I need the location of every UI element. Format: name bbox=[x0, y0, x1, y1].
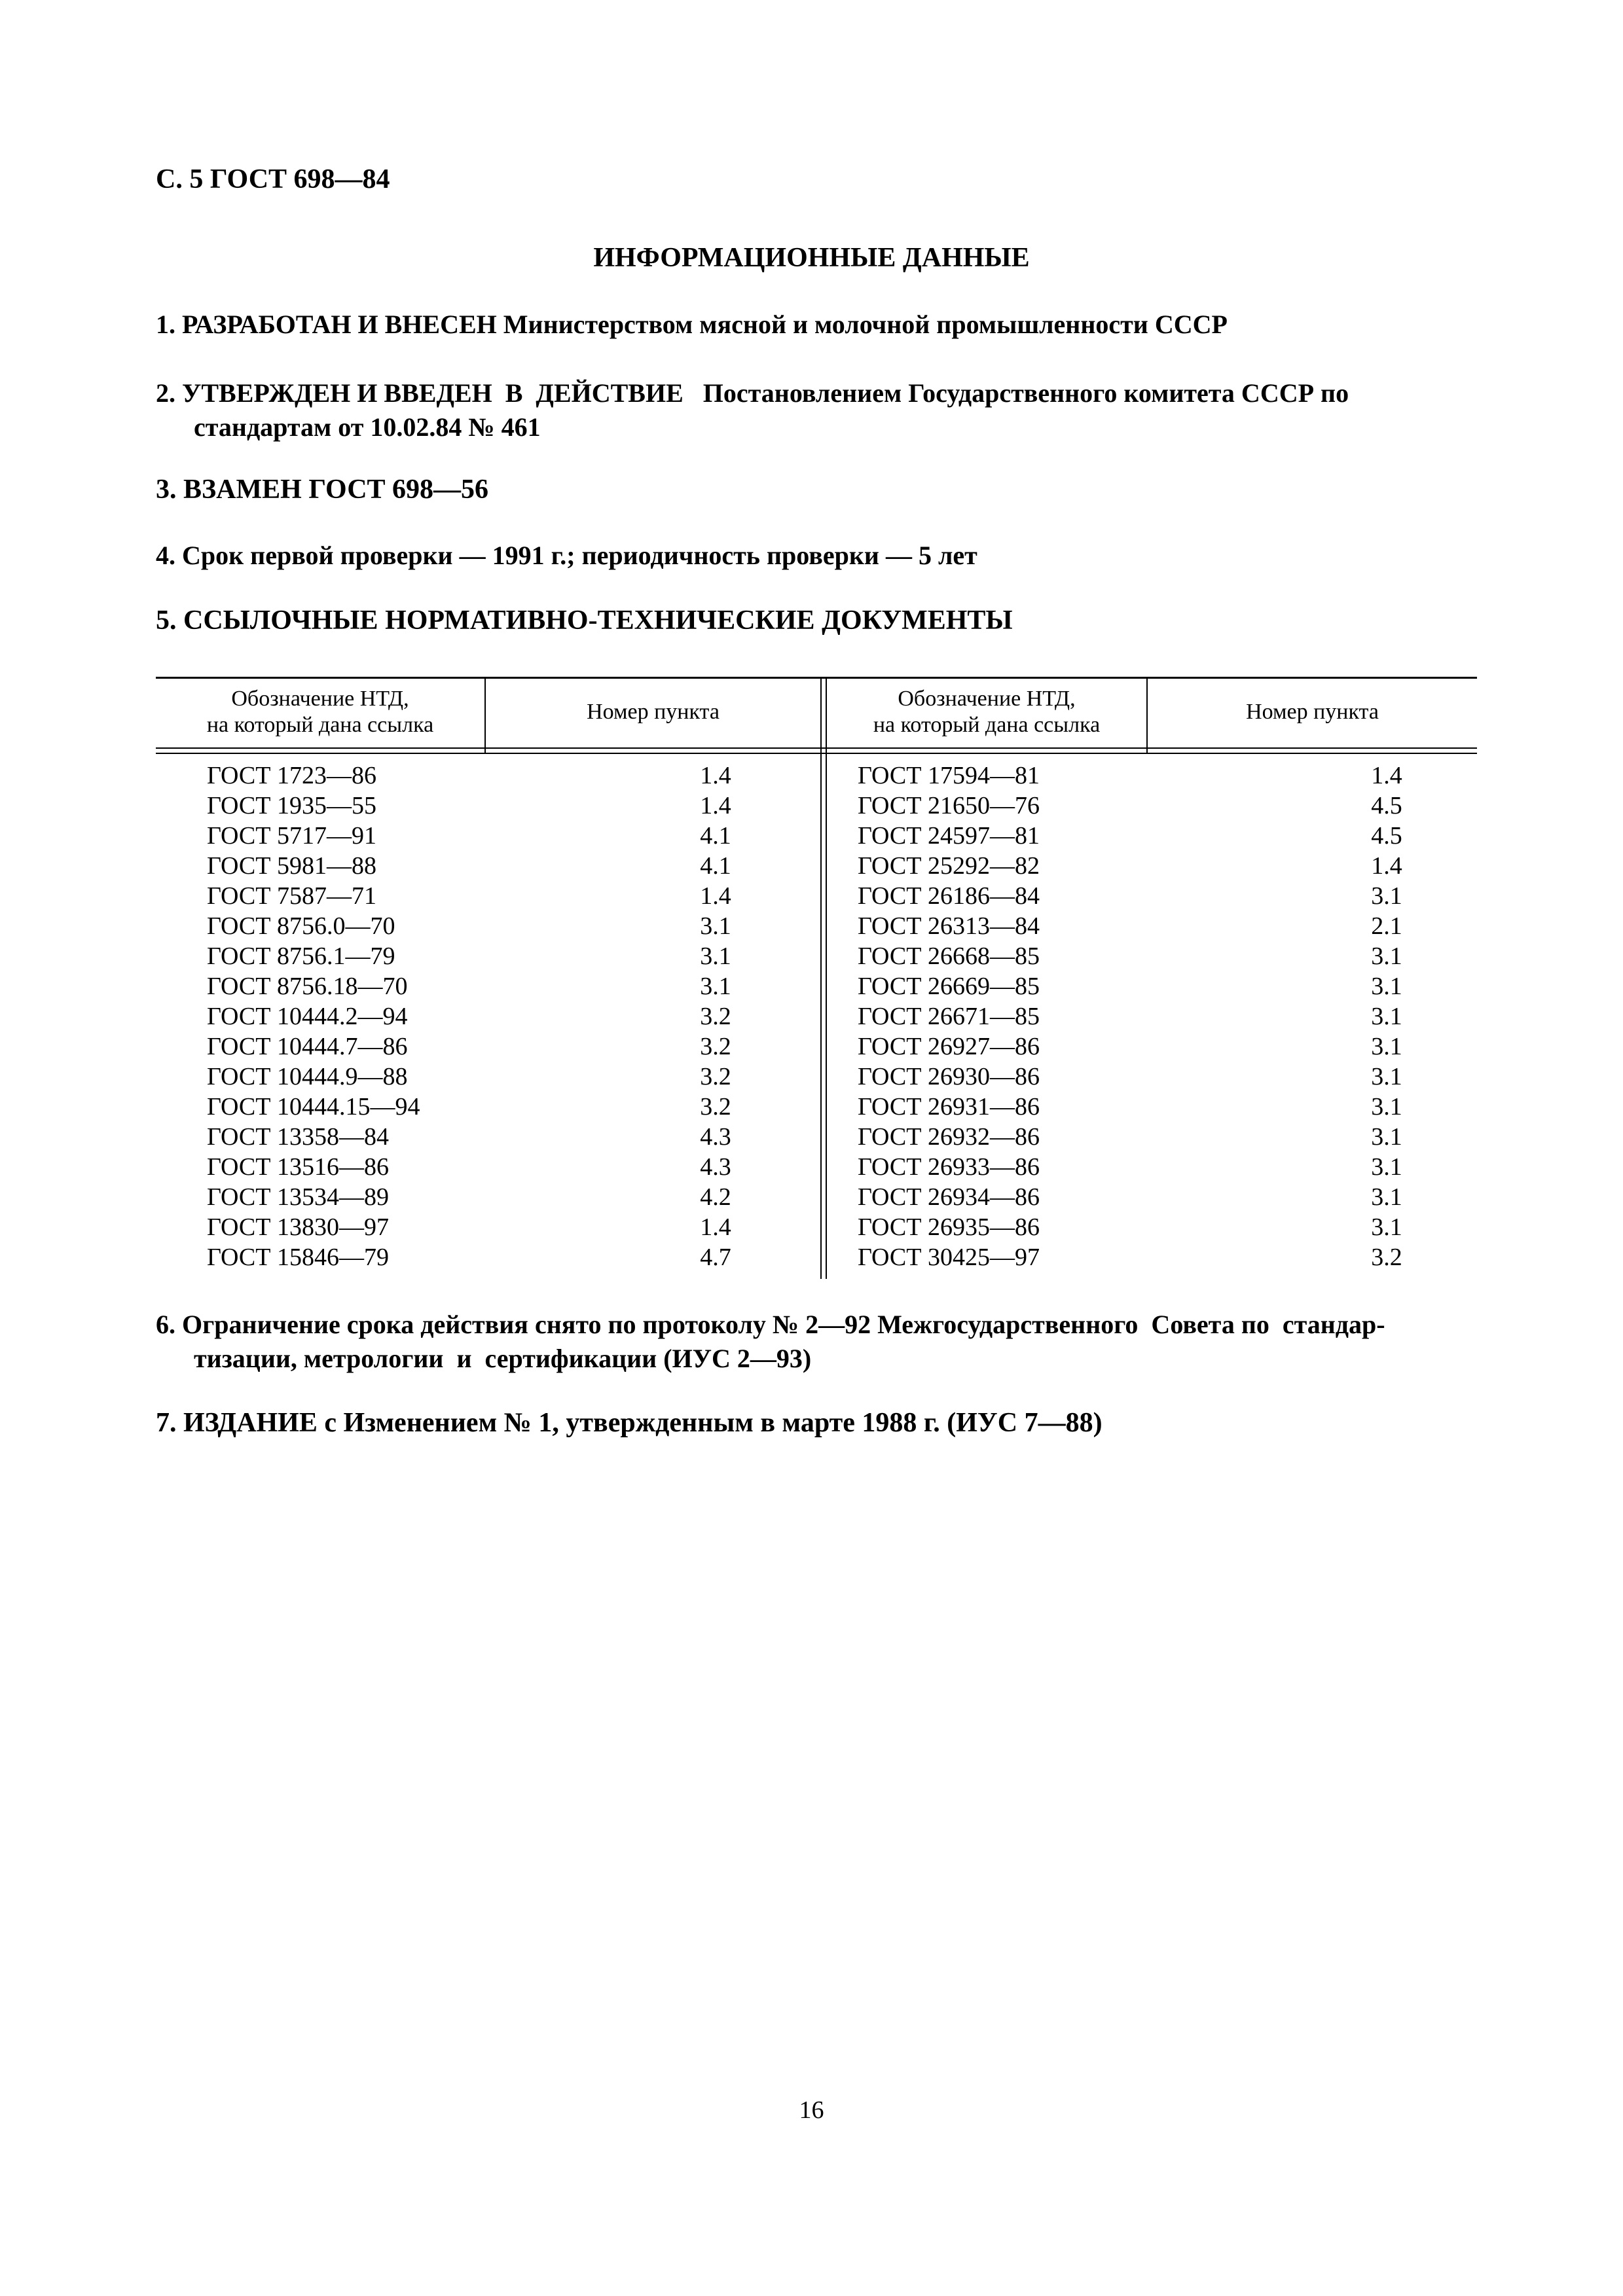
header-designation-right: Обозначение НТД, на который дана ссылка bbox=[873, 687, 1101, 737]
header-clause-right: Номер пункта bbox=[1246, 700, 1379, 724]
clause-number: 4.1 bbox=[700, 822, 731, 850]
column-divider bbox=[820, 679, 822, 1279]
document-designation: ГОСТ 26313—84 bbox=[858, 912, 1040, 940]
clause-number: 3.1 bbox=[1371, 1033, 1402, 1060]
document-designation: ГОСТ 26931—86 bbox=[858, 1093, 1040, 1121]
clause-number: 1.4 bbox=[1371, 852, 1402, 880]
item-text: УТВЕРЖДЕН И ВВЕДЕН В ДЕЙСТВИЕ Постановлением Государственного комитета СССР по bbox=[182, 378, 1349, 408]
document-designation: ГОСТ 26669—85 bbox=[858, 973, 1040, 1000]
document-designation: ГОСТ 26932—86 bbox=[858, 1123, 1040, 1151]
clause-number: 1.4 bbox=[700, 792, 731, 819]
clause-number: 4.5 bbox=[1371, 792, 1402, 819]
clause-number: 3.2 bbox=[700, 1093, 731, 1121]
document-designation: ГОСТ 26671—85 bbox=[858, 1003, 1040, 1030]
item-number: 6. bbox=[156, 1310, 175, 1339]
page-header: С. 5 ГОСТ 698—84 bbox=[156, 164, 390, 194]
item-text: ИЗДАНИЕ с Изменением № 1, утвержденным в марте 1988 г. (ИУС 7—88) bbox=[183, 1408, 1103, 1438]
clause-number: 3.1 bbox=[700, 912, 731, 940]
document-designation: ГОСТ 24597—81 bbox=[858, 822, 1040, 850]
clause-number: 4.5 bbox=[1371, 822, 1402, 850]
clause-number: 3.1 bbox=[1371, 973, 1402, 1000]
clause-number: 1.4 bbox=[700, 762, 731, 789]
clause-number: 4.3 bbox=[700, 1123, 731, 1151]
clause-number: 3.2 bbox=[700, 1063, 731, 1090]
clause-number: 3.1 bbox=[700, 942, 731, 970]
item-text: ВЗАМЕН ГОСТ 698—56 bbox=[183, 475, 489, 505]
item-text: Срок первой проверки — 1991 г.; периодичность проверки — 5 лет bbox=[182, 541, 977, 570]
document-designation: ГОСТ 10444.2—94 bbox=[207, 1003, 408, 1030]
item-text: ССЫЛОЧНЫЕ НОРМАТИВНО-ТЕХНИЧЕСКИЕ ДОКУМЕНТЫ bbox=[183, 605, 1013, 636]
info-item-5 bbox=[156, 603, 1478, 637]
clause-number: 3.1 bbox=[1371, 1003, 1402, 1030]
clause-number: 3.1 bbox=[1371, 1093, 1402, 1121]
document-designation: ГОСТ 26668—85 bbox=[858, 942, 1040, 970]
document-designation: ГОСТ 21650—76 bbox=[858, 792, 1040, 819]
document-designation: ГОСТ 25292—82 bbox=[858, 852, 1040, 880]
info-item-4 bbox=[156, 539, 1478, 573]
item-number: 5. bbox=[156, 605, 177, 636]
clause-number: 4.3 bbox=[700, 1153, 731, 1181]
document-designation: ГОСТ 10444.9—88 bbox=[207, 1063, 408, 1090]
clause-number: 3.1 bbox=[1371, 942, 1402, 970]
document-designation: ГОСТ 15846—79 bbox=[207, 1244, 389, 1271]
clause-number: 2.1 bbox=[1371, 912, 1402, 940]
clause-number: 4.2 bbox=[700, 1183, 731, 1211]
info-item-7 bbox=[156, 1406, 1478, 1440]
info-item-2 bbox=[156, 376, 1478, 444]
document-designation: ГОСТ 8756.1—79 bbox=[207, 942, 395, 970]
clause-number: 1.4 bbox=[1371, 762, 1402, 789]
item-number: 4. bbox=[156, 541, 175, 570]
clause-number: 1.4 bbox=[700, 1213, 731, 1241]
document-designation: ГОСТ 26186—84 bbox=[858, 882, 1040, 910]
document-designation: ГОСТ 5717—91 bbox=[207, 822, 376, 850]
item-text-continuation: стандартам от 10.02.84 № 461 bbox=[194, 412, 541, 442]
column-divider bbox=[826, 679, 827, 1279]
clause-number: 3.1 bbox=[1371, 1213, 1402, 1241]
info-item-3 bbox=[156, 473, 1478, 507]
item-text: РАЗРАБОТАН И ВНЕСЕН Министерством мясной и молочной промышленности СССР bbox=[182, 310, 1228, 339]
page-number: 16 bbox=[799, 2096, 824, 2124]
document-designation: ГОСТ 26935—86 bbox=[858, 1213, 1040, 1241]
item-number: 1. bbox=[156, 310, 175, 339]
document-designation: ГОСТ 7587—71 bbox=[207, 882, 376, 910]
reference-documents-table bbox=[156, 677, 1477, 1279]
document-designation: ГОСТ 26934—86 bbox=[858, 1183, 1040, 1211]
clause-number: 4.1 bbox=[700, 852, 731, 880]
clause-number: 1.4 bbox=[700, 882, 731, 910]
clause-number: 3.1 bbox=[1371, 1183, 1402, 1211]
document-designation: ГОСТ 5981—88 bbox=[207, 852, 376, 880]
document-designation: ГОСТ 13358—84 bbox=[207, 1123, 389, 1151]
info-item-1 bbox=[156, 308, 1478, 342]
clause-number: 3.1 bbox=[1371, 1153, 1402, 1181]
document-designation: ГОСТ 13830—97 bbox=[207, 1213, 389, 1241]
clause-column-right bbox=[1308, 761, 1465, 1272]
item-number: 3. bbox=[156, 475, 177, 505]
document-designation: ГОСТ 17594—81 bbox=[858, 762, 1040, 789]
header-clause-left: Номер пункта bbox=[587, 700, 720, 724]
header-designation-left: Обозначение НТД, на который дана ссылка bbox=[206, 687, 434, 737]
document-designation: ГОСТ 26927—86 bbox=[858, 1033, 1040, 1060]
clause-number: 3.2 bbox=[1371, 1244, 1402, 1271]
document-designation: ГОСТ 1723—86 bbox=[207, 762, 376, 789]
clause-column-left bbox=[640, 761, 791, 1272]
header-rule bbox=[156, 747, 1477, 749]
clause-number: 3.1 bbox=[1371, 1063, 1402, 1090]
document-designation: ГОСТ 1935—55 bbox=[207, 792, 376, 819]
item-number: 7. bbox=[156, 1408, 177, 1438]
clause-number: 4.7 bbox=[700, 1244, 731, 1271]
designation-column-left bbox=[207, 761, 420, 1272]
item-number: 2. bbox=[156, 378, 175, 408]
document-title: ИНФОРМАЦИОННЫЕ ДАННЫЕ bbox=[593, 243, 1030, 273]
item-text: Ограничение срока действия снято по протоколу № 2—92 Межгосударственного Совета по стандар- bbox=[182, 1310, 1385, 1339]
document-designation: ГОСТ 13516—86 bbox=[207, 1153, 389, 1181]
document-designation: ГОСТ 26930—86 bbox=[858, 1063, 1040, 1090]
document-designation: ГОСТ 8756.18—70 bbox=[207, 973, 408, 1000]
document-designation: ГОСТ 26933—86 bbox=[858, 1153, 1040, 1181]
clause-number: 3.1 bbox=[700, 973, 731, 1000]
header-rule bbox=[156, 753, 1477, 754]
clause-number: 3.1 bbox=[1371, 882, 1402, 910]
clause-number: 3.2 bbox=[700, 1033, 731, 1060]
clause-number: 3.2 bbox=[700, 1003, 731, 1030]
document-designation: ГОСТ 10444.7—86 bbox=[207, 1033, 408, 1060]
item-text-continuation: тизации, метрологии и сертификации (ИУС 2—93) bbox=[194, 1344, 812, 1373]
designation-column-right bbox=[858, 761, 1040, 1272]
document-designation: ГОСТ 8756.0—70 bbox=[207, 912, 395, 940]
clause-number: 3.1 bbox=[1371, 1123, 1402, 1151]
document-designation: ГОСТ 10444.15—94 bbox=[207, 1093, 420, 1121]
table-top-rule bbox=[156, 677, 1477, 679]
document-designation: ГОСТ 30425—97 bbox=[858, 1244, 1040, 1271]
document-designation: ГОСТ 13534—89 bbox=[207, 1183, 389, 1211]
info-item-6 bbox=[156, 1308, 1478, 1376]
